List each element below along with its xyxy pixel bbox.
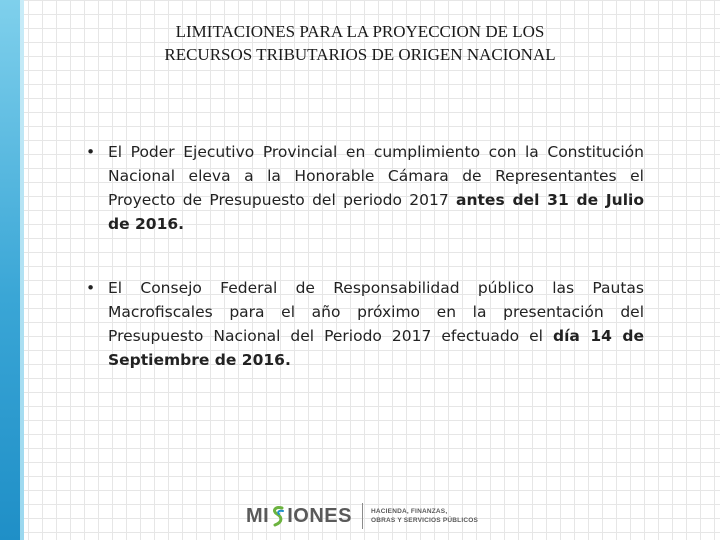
logo-wordmark [246, 505, 352, 528]
logo-word-suffix: IONES [287, 504, 352, 527]
logo-s-mark-icon [270, 505, 286, 527]
bullet-list [84, 140, 644, 412]
logo-divider [362, 503, 363, 529]
left-decorative-band [0, 0, 20, 540]
bullet-marker: • [86, 279, 96, 297]
misiones-logo [246, 498, 478, 534]
bullet-text: El Poder Ejecutivo Provincial en cumplimiento con la Constitución Nacional eleva a la Honorable Cámara de Representantes el Proyecto de Presupuesto del periodo 2017 [108, 143, 644, 209]
left-decorative-band-highlight [20, 0, 24, 540]
logo-subtitle-line-1: HACIENDA, FINANZAS, [370, 508, 448, 515]
bullet-bold-text: antes del 31 de Julio de 2016. [108, 191, 644, 233]
bullet-marker: • [86, 143, 96, 161]
logo-subtitle-line-2: OBRAS Y SERVICIOS PÚBLICOS [370, 517, 479, 524]
bullet-item-2 [84, 276, 644, 372]
bullet-bold-text: día 14 de Septiembre de 2016. [108, 327, 644, 369]
slide-title-line-1: LIMITACIONES PARA LA PROYECCION DE LOS [175, 22, 545, 41]
logo-subtitle [371, 507, 478, 525]
bullet-text: El Consejo Federal de Responsabilidad público las Pautas Macrofiscales para el año próximo en la presentación del Presupuesto Nacional del Periodo 2017 efectuado el [108, 279, 644, 345]
logo-word-prefix: MI [246, 504, 270, 527]
slide-title-line-2: RECURSOS TRIBUTARIOS DE ORIGEN NACIONAL [164, 45, 556, 64]
bullet-item-1 [84, 140, 644, 236]
slide-title [60, 20, 660, 66]
